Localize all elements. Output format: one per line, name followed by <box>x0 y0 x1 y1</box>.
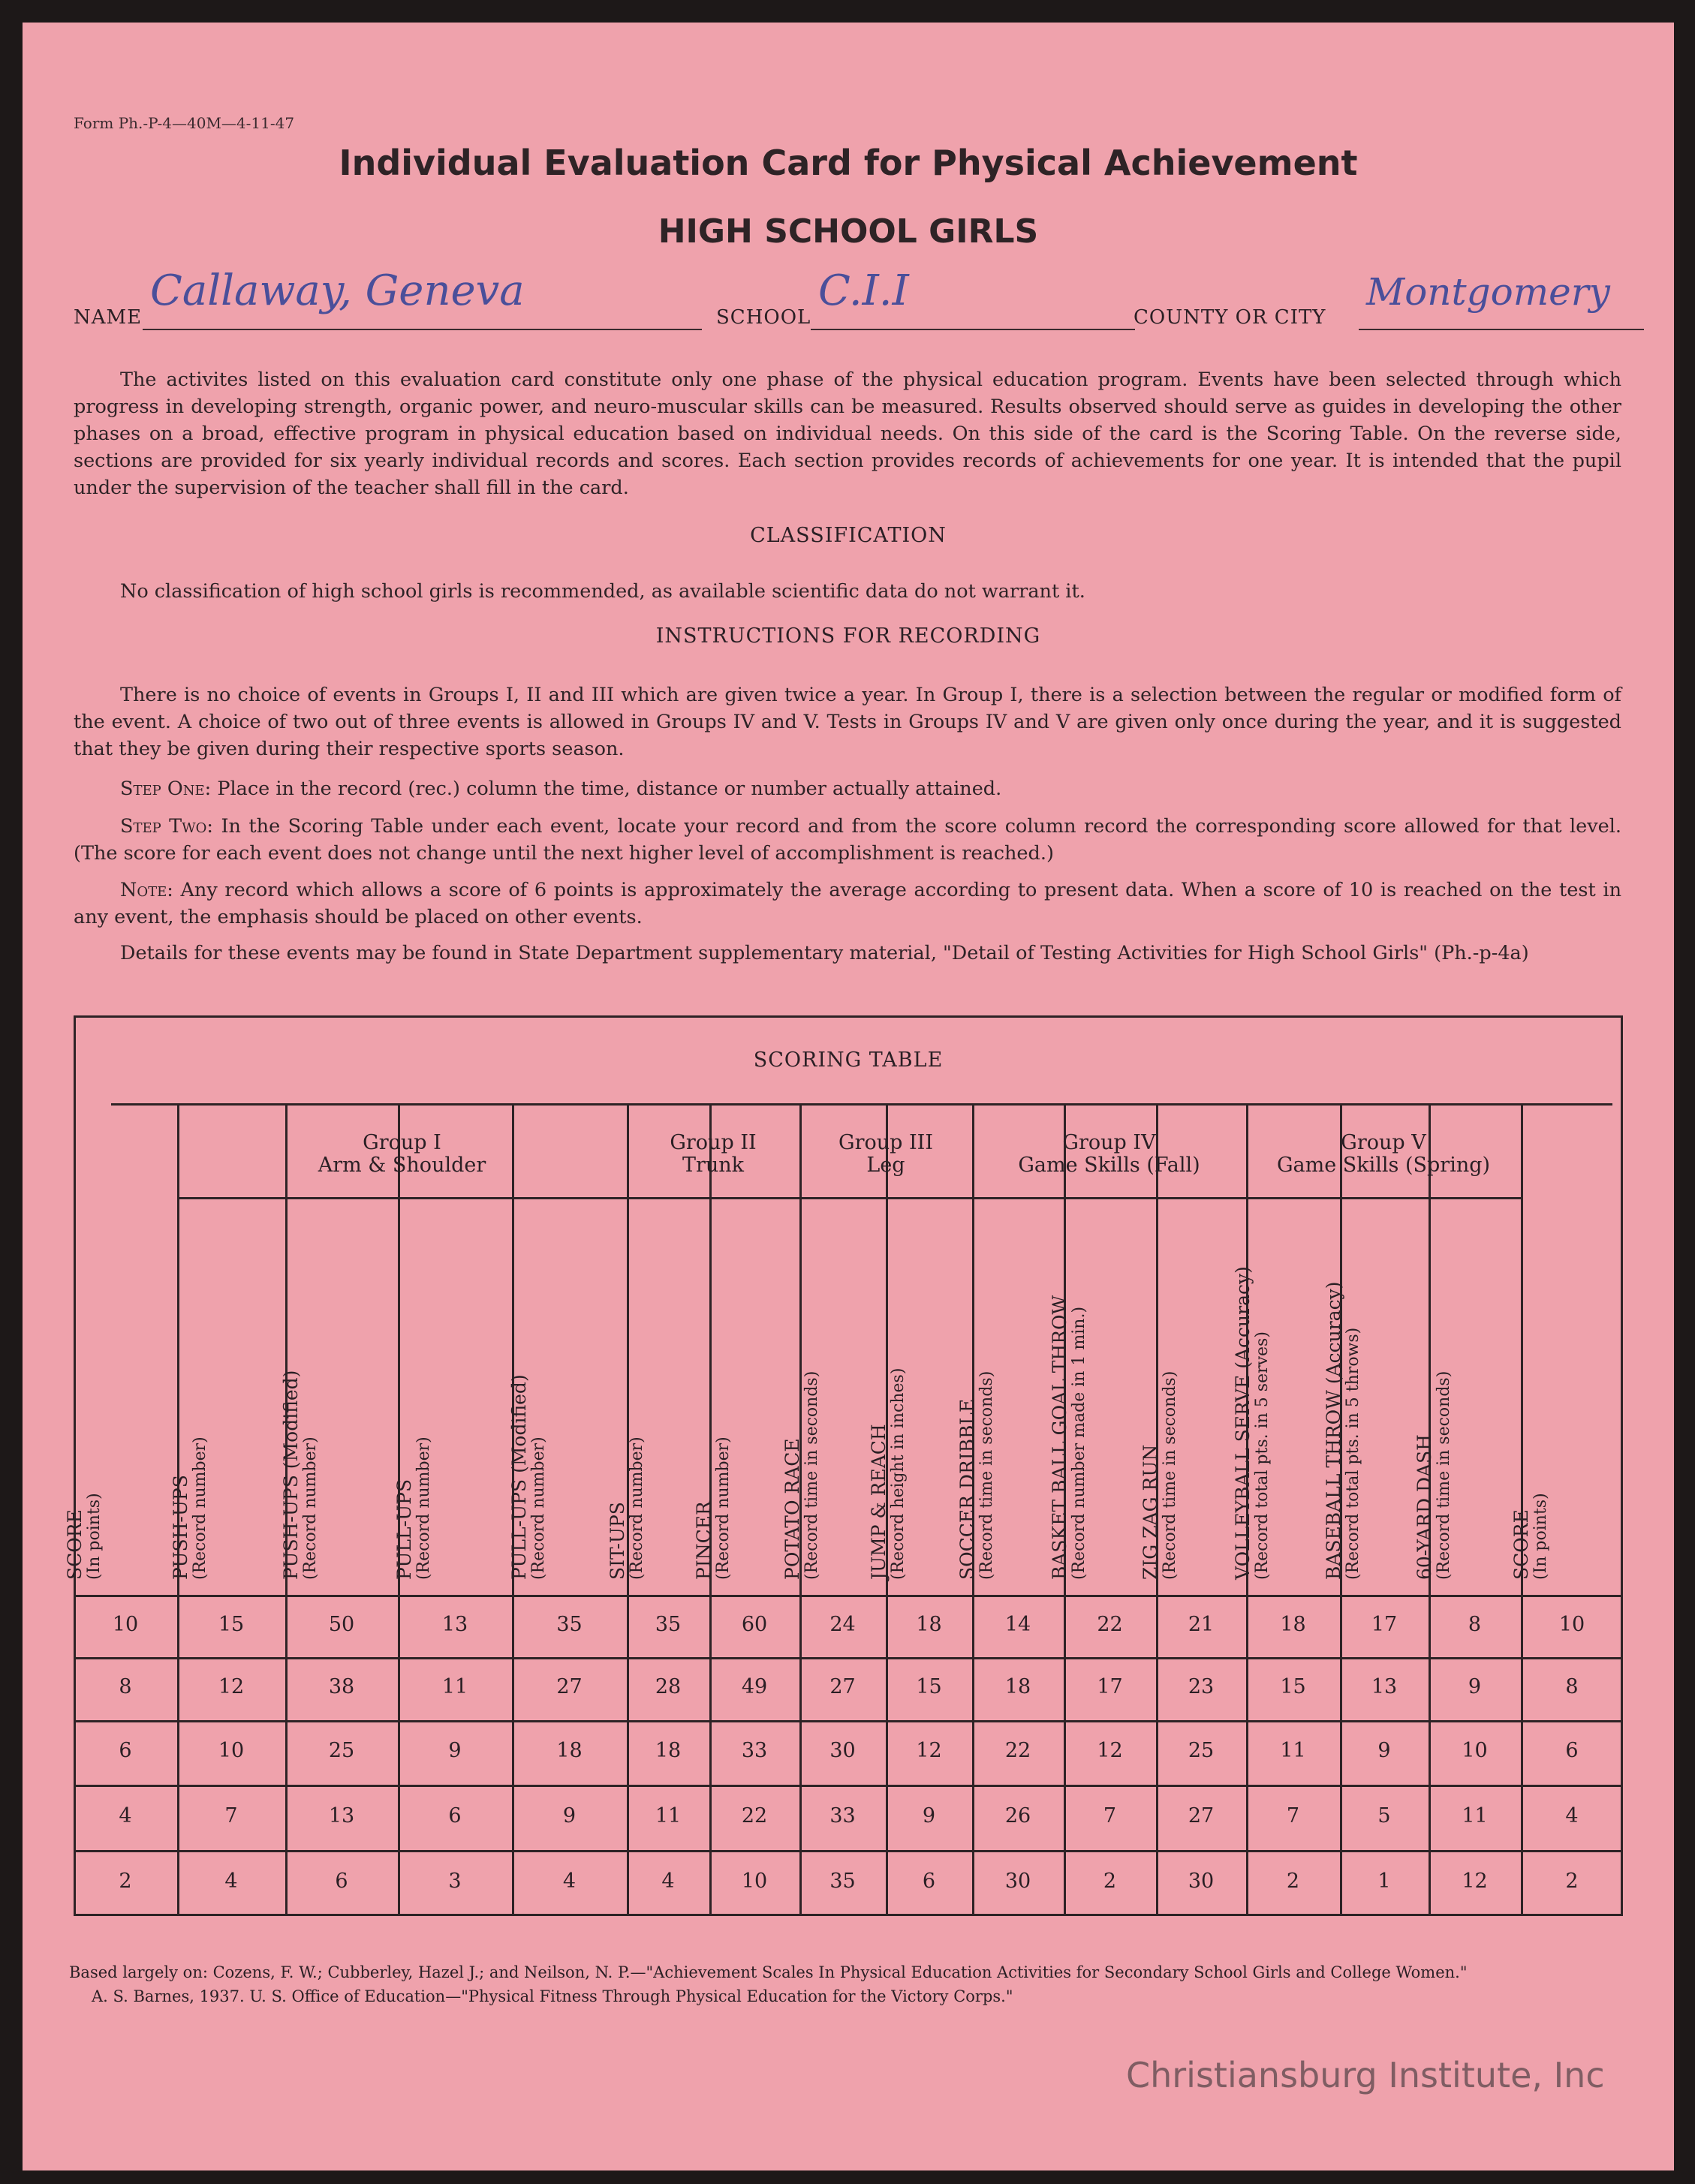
group-underline <box>627 1197 799 1199</box>
evaluation-card <box>23 23 1674 2170</box>
step-two-text: In the Scoring Table under each event, locate your record and from the score column record the corresponding score allowed for that level. (The score for each event does not change until the next higher level of accomplishment is reached.) <box>74 815 1621 865</box>
table-cell: 49 <box>741 1675 768 1698</box>
column-name: PUSH-UPS (Modified) <box>280 1370 302 1580</box>
table-cell: 15 <box>1280 1675 1306 1698</box>
table-cell: 6 <box>335 1870 348 1893</box>
table-cell: 15 <box>218 1612 245 1636</box>
county-value: Montgomery <box>1366 270 1610 314</box>
table-cell: 2 <box>1103 1870 1117 1893</box>
group-name: Group II <box>670 1131 757 1154</box>
column-name: SCORE <box>1510 1509 1532 1580</box>
table-cell: 33 <box>741 1739 768 1762</box>
table-cell: 9 <box>922 1803 936 1828</box>
classification-text: No classification of high school girls is recommended, as available scientific data do not warrant it. <box>120 580 1085 603</box>
table-cell: 10 <box>741 1870 768 1893</box>
column-heading-text <box>281 1370 321 1580</box>
form-id: Form Ph.-P-4—40M—4-11-47 <box>74 114 295 132</box>
name-value: Callaway, Geneva <box>150 266 525 315</box>
step-two-label: Step Two: <box>120 815 214 838</box>
table-cell: 3 <box>448 1870 462 1893</box>
column-name: PULL-UPS <box>393 1479 415 1580</box>
table-cell: 6 <box>119 1739 132 1762</box>
table-cell: 9 <box>448 1739 462 1762</box>
group-name: Group V <box>1341 1131 1426 1154</box>
step-one-text: Place in the record (rec.) column the time, distance or number actually attained. <box>217 778 1002 800</box>
column-unit: (Record number made in 1 min.) <box>1069 1306 1088 1580</box>
table-cell: 6 <box>448 1803 462 1828</box>
table-cell: 4 <box>224 1870 238 1893</box>
column-unit: (Record number) <box>301 1436 320 1580</box>
column-name: ZIG ZAG RUN <box>1140 1444 1161 1580</box>
column-heading <box>1510 1490 1641 1580</box>
instructions-paragraph <box>74 681 1621 763</box>
table-cell: 13 <box>1371 1675 1398 1698</box>
table-cell: 18 <box>556 1739 583 1762</box>
table-cell: 9 <box>1377 1739 1391 1762</box>
group-heading <box>972 1132 1246 1177</box>
table-cell: 23 <box>1188 1675 1215 1698</box>
table-cell: 11 <box>441 1675 468 1698</box>
column-heading-text <box>608 1436 647 1580</box>
table-cell: 22 <box>741 1803 768 1828</box>
column-unit: (Record total pts. in 5 serves) <box>1252 1331 1272 1580</box>
table-cell: 9 <box>562 1803 577 1828</box>
table-cell: 5 <box>1377 1803 1391 1828</box>
county-underline <box>1359 329 1644 330</box>
column-heading-text <box>1415 1371 1454 1580</box>
table-cell: 6 <box>1565 1739 1579 1762</box>
group-heading <box>177 1132 627 1177</box>
table-cell: 15 <box>916 1675 942 1698</box>
table-row-rule <box>74 1657 1623 1659</box>
group-sub: Game Skills (Fall) <box>1018 1154 1200 1177</box>
school-label: SCHOOL <box>716 306 811 329</box>
column-heading-text <box>507 1374 549 1580</box>
column-unit: (Record number) <box>191 1436 209 1580</box>
column-heading-text <box>1141 1371 1180 1580</box>
column-unit: (In points) <box>85 1493 104 1580</box>
table-cell: 11 <box>655 1803 682 1828</box>
table-cell: 25 <box>1188 1739 1215 1762</box>
group-heading <box>627 1132 799 1177</box>
details-paragraph <box>74 940 1621 967</box>
column-name: SIT-UPS <box>607 1502 628 1580</box>
column-unit: (Record number) <box>628 1436 646 1580</box>
table-cell: 27 <box>556 1675 583 1698</box>
group-name: Group IV <box>1062 1131 1156 1154</box>
scoring-table-title: SCORING TABLE <box>753 1048 944 1072</box>
table-cell: 12 <box>916 1739 942 1762</box>
table-cell: 14 <box>1004 1612 1031 1636</box>
column-name: VOLLEYBALL SERVE (Accuracy) <box>1231 1266 1254 1580</box>
table-cell: 1 <box>1377 1870 1391 1893</box>
column-unit: (Record number) <box>528 1436 548 1580</box>
table-cell: 9 <box>1468 1675 1482 1698</box>
table-cell: 38 <box>328 1675 355 1698</box>
table-cell: 10 <box>1558 1612 1585 1636</box>
table-cell: 33 <box>829 1803 856 1828</box>
column-name: BASEBALL THROW (Accuracy) <box>1323 1281 1344 1580</box>
column-name: POTATO RACE <box>781 1438 803 1580</box>
details-text: Details for these events may be found in State Department supplementary material, "Detail of Testing Activities for High School Girls" (Ph.-p-4a) <box>120 942 1529 964</box>
column-name: JUMP & REACH <box>867 1424 890 1580</box>
table-cell: 28 <box>655 1675 682 1698</box>
column-unit: (Record time in seconds) <box>1434 1370 1453 1580</box>
table-cell: 11 <box>1462 1803 1488 1828</box>
table-cell: 25 <box>328 1739 355 1762</box>
name-label: NAME <box>74 306 143 329</box>
table-cell: 18 <box>1004 1675 1031 1698</box>
table-cell: 4 <box>661 1870 675 1893</box>
intro-paragraph <box>74 366 1621 501</box>
column-unit: (In points) <box>1531 1493 1550 1580</box>
column-name: SCORE <box>64 1509 86 1580</box>
group-heading <box>1246 1132 1521 1177</box>
table-cell: 35 <box>829 1870 856 1893</box>
table-cell: 7 <box>224 1803 238 1828</box>
card-subtitle: HIGH SCHOOL GIRLS <box>658 212 1039 251</box>
column-unit: (Record time in seconds) <box>802 1370 821 1580</box>
column-unit: (Record height in inches) <box>888 1367 908 1580</box>
table-cell: 21 <box>1188 1612 1215 1636</box>
group-sub: Arm & Shoulder <box>318 1154 486 1177</box>
table-cell: 18 <box>1280 1612 1306 1636</box>
note-paragraph <box>74 877 1621 931</box>
table-cell: 30 <box>1004 1870 1031 1893</box>
table-cell: 4 <box>119 1803 132 1828</box>
group-name: Group III <box>838 1131 933 1154</box>
instructions-text: There is no choice of events in Groups I, II and III which are given twice a year. In Group I, there is a selection between the regular or modified form of the event. A choice of two out of three events is allowed in Groups IV and V. Tests in Groups IV and V are given only once during the year, and it is suggested that they be given during their respective sports season. <box>74 684 1621 760</box>
table-cell: 4 <box>1565 1803 1579 1828</box>
column-heading-text <box>694 1436 733 1580</box>
table-cell: 7 <box>1286 1803 1300 1828</box>
column-name: BASKET BALL GOAL THROW <box>1048 1295 1070 1580</box>
note-text: Any record which allows a score of 6 points is approximately the average according to present data. When a score of 10 is reached on the test in any event, the emphasis should be placed on other events. <box>74 879 1621 928</box>
footer-line-1: Based largely on: Cozens, F. W.; Cubberley, Hazel J.; and Neilson, N. P.—"Achievement Scales In Physical Education Activities for Secondary School Girls and College Women." <box>69 1963 1468 1981</box>
table-cell: 12 <box>1097 1739 1123 1762</box>
watermark: Christiansburg Institute, Inc <box>1126 2055 1605 2095</box>
column-heading-text <box>395 1436 434 1580</box>
school-underline <box>811 329 1135 330</box>
card-title: Individual Evaluation Card for Physical Achievement <box>339 143 1358 183</box>
table-cell: 18 <box>655 1739 682 1762</box>
table-cell: 4 <box>562 1870 577 1893</box>
step-two-paragraph <box>74 813 1621 867</box>
step-one-paragraph <box>74 775 1621 802</box>
table-row-rule <box>74 1785 1623 1787</box>
group-sub: Game Skills (Spring) <box>1276 1154 1491 1177</box>
table-cell: 8 <box>1468 1612 1482 1636</box>
table-row-rule <box>74 1850 1623 1852</box>
table-cell: 18 <box>916 1612 942 1636</box>
table-cell: 10 <box>218 1739 245 1762</box>
column-heading-text <box>869 1368 908 1580</box>
table-cell: 12 <box>1462 1870 1488 1893</box>
table-cell: 8 <box>119 1675 132 1698</box>
table-cell: 7 <box>1103 1803 1117 1828</box>
classification-heading: CLASSIFICATION <box>750 524 947 547</box>
classification-paragraph <box>74 578 1621 605</box>
table-cell: 27 <box>829 1675 856 1698</box>
group-underline <box>177 1197 627 1199</box>
table-row-rule <box>74 1720 1623 1722</box>
column-unit: (Record time in seconds) <box>977 1370 996 1580</box>
instructions-heading: INSTRUCTIONS FOR RECORDING <box>655 624 1041 648</box>
school-value: C.I.I <box>818 266 909 315</box>
table-row-rule <box>74 1595 1623 1597</box>
step-one-label: Step One: <box>120 778 212 800</box>
column-name: 60-YARD DASH <box>1413 1434 1435 1580</box>
group-heading <box>799 1132 972 1177</box>
column-name: PULL-UPS (Modified) <box>507 1374 530 1580</box>
column-heading-text <box>171 1436 210 1580</box>
column-heading-text <box>958 1371 997 1580</box>
table-header-rule <box>111 1103 1612 1106</box>
column-heading-text <box>783 1371 822 1580</box>
note-label: Note: <box>120 879 173 901</box>
column-unit: (Record time in seconds) <box>1161 1370 1179 1580</box>
table-cell: 8 <box>1565 1675 1579 1698</box>
name-underline <box>143 329 702 330</box>
table-cell: 22 <box>1097 1612 1123 1636</box>
table-cell: 27 <box>1188 1803 1215 1828</box>
footer-citation <box>69 1960 1630 2008</box>
column-heading-text <box>1233 1266 1272 1580</box>
group-sub: Leg <box>866 1154 905 1177</box>
footer-line-2: A. S. Barnes, 1937. U. S. Office of Education—"Physical Fitness Through Physical Education for the Victory Corps." <box>92 1987 1013 2005</box>
group-name: Group I <box>363 1131 441 1154</box>
column-unit: (Record number) <box>414 1436 433 1580</box>
table-cell: 13 <box>328 1803 355 1828</box>
table-cell: 11 <box>1280 1739 1306 1762</box>
column-heading-text <box>1050 1295 1089 1580</box>
column-heading-text <box>65 1493 104 1580</box>
table-cell: 12 <box>218 1675 245 1698</box>
table-cell: 17 <box>1097 1675 1123 1698</box>
table-cell: 10 <box>112 1612 139 1636</box>
group-underline <box>1246 1197 1521 1199</box>
table-cell: 35 <box>655 1612 682 1636</box>
column-heading-text <box>1324 1282 1363 1580</box>
column-name: PUSH-UPS <box>170 1475 191 1580</box>
table-cell: 2 <box>1565 1870 1579 1893</box>
table-cell: 35 <box>556 1612 583 1636</box>
column-heading-text <box>1512 1493 1551 1580</box>
table-cell: 13 <box>441 1612 468 1636</box>
column-name: SOCCER DRIBBLE <box>956 1398 978 1580</box>
column-unit: (Record total pts. in 5 throws) <box>1344 1327 1362 1580</box>
table-cell: 2 <box>1286 1870 1300 1893</box>
table-cell: 24 <box>829 1612 856 1636</box>
column-name: PINCER <box>693 1501 715 1580</box>
table-cell: 22 <box>1004 1739 1031 1762</box>
group-underline <box>972 1197 1246 1199</box>
table-cell: 6 <box>922 1870 936 1893</box>
table-cell: 17 <box>1371 1612 1398 1636</box>
table-cell: 30 <box>1188 1870 1215 1893</box>
group-sub: Trunk <box>682 1154 745 1177</box>
intro-text: The activites listed on this evaluation card constitute only one phase of the physical education program. Events have been selected through which progress in developing strength, organic power, and neuro-muscular skills can be measured. Results observed should serve as guides in developing the other phases on a broad, effective program in physical education based on individual needs. On this side of the card is the Scoring Table. On the reverse side, sections are provided for six yearly individual records and scores. Each section provides records of achievements for one year. It is intended that the pupil under the supervision of the teacher shall fill in the card. <box>74 369 1621 499</box>
column-unit: (Record number) <box>714 1436 733 1580</box>
table-cell: 60 <box>741 1612 768 1636</box>
table-cell: 50 <box>328 1612 355 1636</box>
group-underline <box>799 1197 972 1199</box>
table-cell: 2 <box>119 1870 132 1893</box>
table-cell: 30 <box>829 1739 856 1762</box>
county-label: COUNTY OR CITY <box>1134 306 1326 329</box>
table-cell: 26 <box>1004 1803 1031 1828</box>
table-cell: 10 <box>1462 1739 1488 1762</box>
